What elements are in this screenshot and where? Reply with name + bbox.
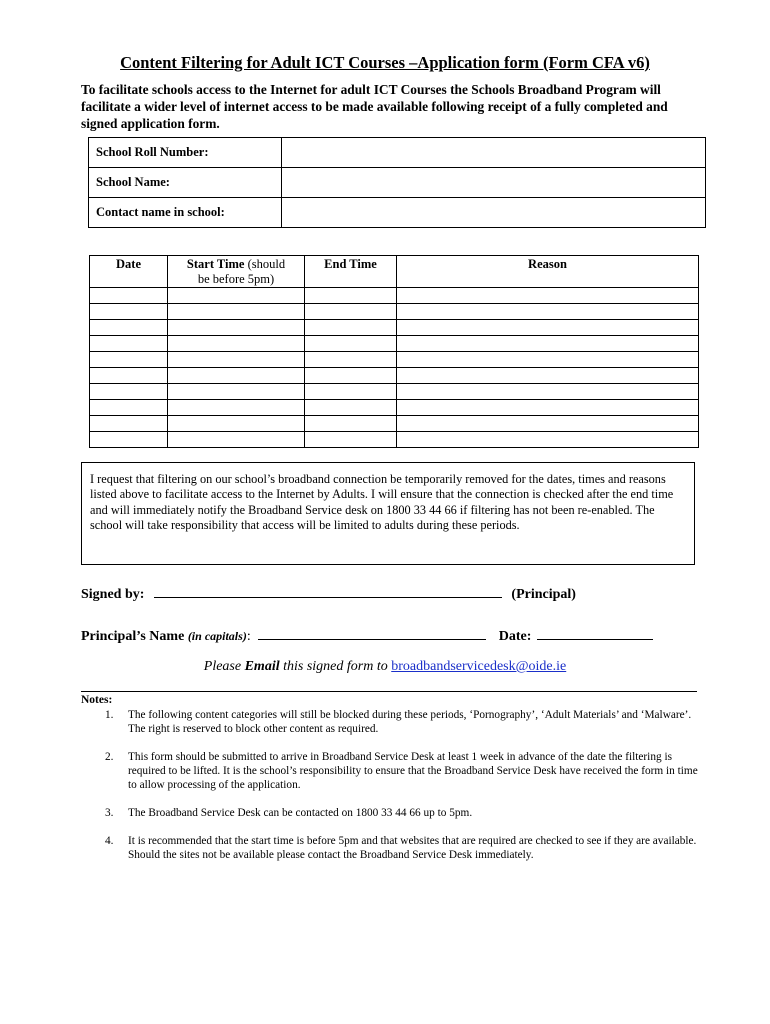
end-time-cell[interactable]: [305, 288, 397, 304]
signature-field[interactable]: [154, 585, 502, 598]
start-time-note-b: be before 5pm): [197, 272, 275, 286]
principal-label: (Principal): [511, 587, 576, 602]
start-time-cell[interactable]: [168, 352, 305, 368]
contact-name-row: [89, 198, 706, 228]
email-middle: this signed form to: [283, 659, 388, 674]
roll-number-row: [89, 138, 706, 168]
schedule-row: [90, 416, 699, 432]
end-time-cell[interactable]: [305, 320, 397, 336]
end-time-cell[interactable]: [305, 400, 397, 416]
start-time-column-header: [168, 256, 305, 288]
start-time-cell[interactable]: [168, 432, 305, 448]
schedule-row: [90, 304, 699, 320]
notes-heading: Notes:: [81, 694, 113, 706]
reason-cell[interactable]: [397, 416, 699, 432]
end-time-cell[interactable]: [305, 432, 397, 448]
schedule-row: [90, 352, 699, 368]
note-number: 1.: [105, 709, 114, 721]
schedule-row: [90, 368, 699, 384]
start-time-note-a: (should: [247, 257, 286, 271]
email-prefix: Please: [203, 659, 242, 674]
date-cell[interactable]: [90, 336, 168, 352]
reason-cell[interactable]: [397, 352, 699, 368]
principal-name-field[interactable]: [258, 627, 486, 640]
reason-cell[interactable]: [397, 432, 699, 448]
schedule-row: [90, 400, 699, 416]
signed-by-label: Signed by:: [81, 587, 145, 602]
start-time-cell[interactable]: [168, 336, 305, 352]
end-time-cell[interactable]: [305, 336, 397, 352]
in-capitals-note: (in capitals): [187, 629, 247, 643]
start-time-cell[interactable]: [168, 416, 305, 432]
schedule-row: [90, 288, 699, 304]
reason-cell[interactable]: [397, 320, 699, 336]
start-time-cell[interactable]: [168, 368, 305, 384]
note-number: 3.: [105, 807, 114, 819]
reason-cell[interactable]: [397, 400, 699, 416]
reason-cell[interactable]: [397, 288, 699, 304]
note-text: This form should be submitted to arrive in Broadband Service Desk at least 1 week in advance of the date the filtering is required to be lifted. It is the school’s responsibility to ensure that the Broadband Service Desk have received the form in time to allow processing of the application.: [128, 751, 698, 792]
date-cell[interactable]: [90, 432, 168, 448]
start-time-cell[interactable]: [168, 384, 305, 400]
date-cell[interactable]: [90, 320, 168, 336]
schedule-row: [90, 384, 699, 400]
name-colon: :: [246, 629, 251, 644]
date-cell[interactable]: [90, 288, 168, 304]
date-cell[interactable]: [90, 384, 168, 400]
end-time-cell[interactable]: [305, 416, 397, 432]
note-number: 2.: [105, 751, 114, 763]
principal-name-label: Principal’s Name: [81, 629, 185, 644]
school-info-table: [88, 137, 706, 228]
roll-number-field[interactable]: [282, 138, 706, 168]
reason-cell[interactable]: [397, 336, 699, 352]
form-title: Content Filtering for Adult ICT Courses –Application form (Form CFA v6): [120, 53, 650, 72]
end-time-cell[interactable]: [305, 368, 397, 384]
end-time-cell[interactable]: [305, 384, 397, 400]
notes-divider: [81, 691, 697, 692]
principal-name-line: [81, 627, 653, 645]
start-time-cell[interactable]: [168, 320, 305, 336]
email-word: Email: [244, 659, 280, 674]
school-name-field[interactable]: [282, 168, 706, 198]
end-time-cell[interactable]: [305, 304, 397, 320]
email-link[interactable]: broadbandservicedesk@oide.ie: [391, 659, 567, 674]
date-cell[interactable]: [90, 416, 168, 432]
reason-cell[interactable]: [397, 304, 699, 320]
date-cell[interactable]: [90, 368, 168, 384]
reason-cell[interactable]: [397, 384, 699, 400]
reason-column-header: Reason: [397, 256, 699, 288]
request-statement-box: [81, 462, 695, 565]
date-cell[interactable]: [90, 352, 168, 368]
roll-number-label: School Roll Number:: [89, 138, 282, 168]
contact-name-field[interactable]: [282, 198, 706, 228]
start-time-cell[interactable]: [168, 400, 305, 416]
date-field[interactable]: [537, 627, 653, 640]
note-text: The Broadband Service Desk can be contacted on 1800 33 44 66 up to 5pm.: [128, 807, 473, 819]
signed-by-line: [81, 585, 576, 603]
schedule-body: [90, 288, 699, 448]
start-time-cell[interactable]: [168, 288, 305, 304]
end-time-column-header: End Time: [305, 256, 397, 288]
schedule-row: [90, 320, 699, 336]
start-time-cell[interactable]: [168, 304, 305, 320]
end-time-cell[interactable]: [305, 352, 397, 368]
schedule-table: [89, 255, 699, 448]
intro-paragraph: To facilitate schools access to the Internet for adult ICT Courses the Schools Broadband Program will facilitate a wider level of internet access to be made available following receipt of a fully completed and signed application form.: [81, 82, 668, 131]
start-time-label: Start Time: [186, 257, 245, 271]
schedule-row: [90, 432, 699, 448]
contact-name-label: Contact name in school:: [89, 198, 282, 228]
note-number: 4.: [105, 835, 114, 847]
request-statement-text: I request that filtering on our school’s broadband connection be temporarily removed for the dates, times and reasons listed above to facilitate access to the Internet by Adults. I will ensure that the connection is checked after the end time and will immediately notify the Broadband Service desk on 1800 33 44 66 if filtering has not been re-enabled. The school will take responsibility that access will be limited to adults during these periods.: [90, 472, 674, 532]
schedule-row: [90, 336, 699, 352]
reason-cell[interactable]: [397, 368, 699, 384]
school-name-row: [89, 168, 706, 198]
email-instruction: [0, 659, 770, 675]
date-cell[interactable]: [90, 304, 168, 320]
date-column-header: Date: [90, 256, 168, 288]
date-cell[interactable]: [90, 400, 168, 416]
note-text: The following content categories will still be blocked during these periods, ‘Pornography’, ‘Adult Materials’ and ‘Malware’. The right is reserved to block other content as required.: [128, 709, 692, 736]
date-label: Date:: [498, 629, 532, 644]
schedule-header-row: [90, 256, 699, 288]
note-text: It is recommended that the start time is before 5pm and that websites that are required are checked to see if they are available. Should the sites not be available please contact the Broadband Service Desk immediately.: [128, 835, 697, 862]
school-name-label: School Name:: [89, 168, 282, 198]
